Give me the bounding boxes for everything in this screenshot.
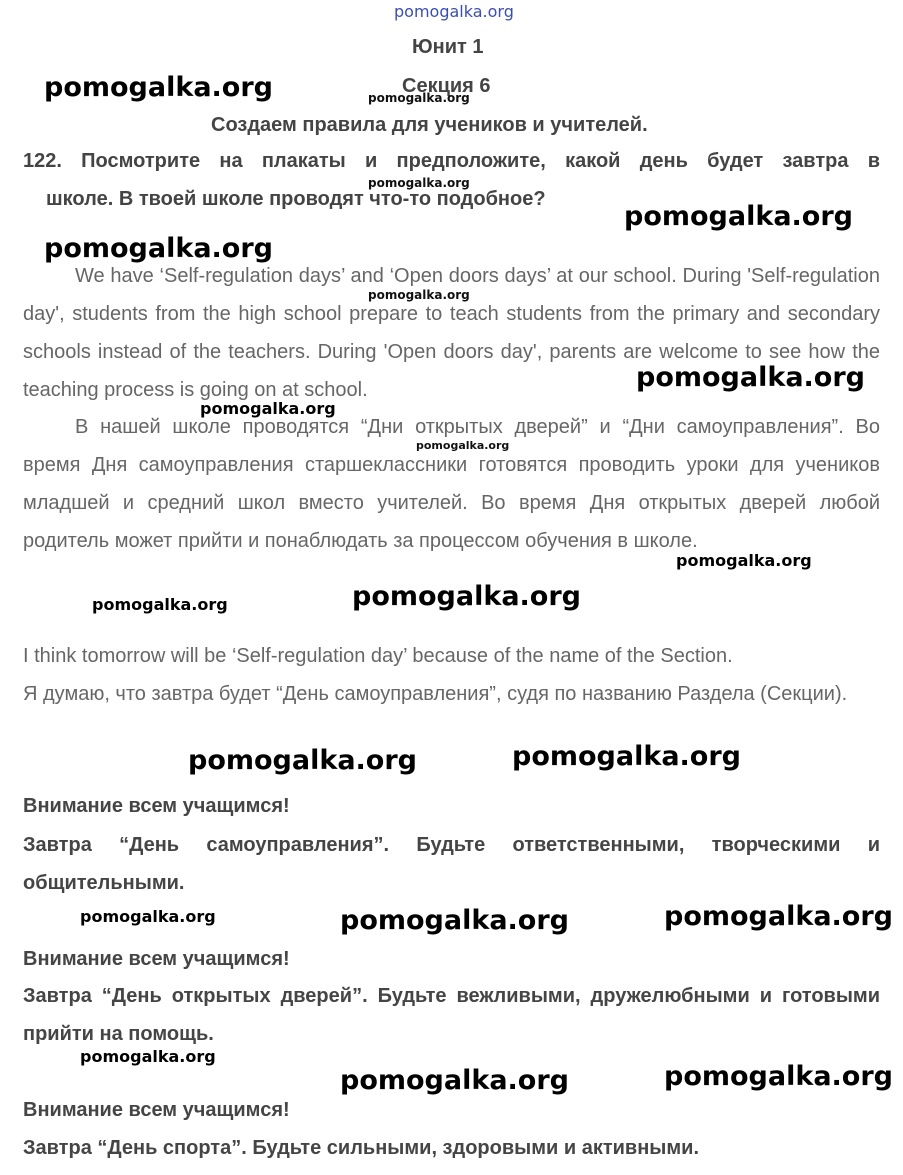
watermark: pomogalka.org: [44, 72, 273, 103]
watermark: pomogalka.org: [512, 741, 741, 772]
watermark: pomogalka.org: [80, 907, 216, 926]
watermark: pomogalka.org: [368, 176, 470, 190]
answer-russian: В нашей школе проводятся “Дни открытых дверей” и “Дни самоуправления”. Во время Дня самоуправления старшеклассники готовятся проводить уроки для учеников младшей и средний школ вместо учителей. Во время Дня открытых дверей любой родитель может прийти и понаблюдать за процессом обучения в школе.: [23, 416, 880, 552]
poster-1-text: Завтра “День самоуправления”. Будьте ответственными, творческими и общительными.: [23, 834, 880, 894]
poster-1-title: Внимание всем учащимся!: [23, 795, 290, 817]
watermark: pomogalka.org: [676, 551, 812, 570]
watermark: pomogalka.org: [624, 201, 853, 232]
unit-heading: Юнит 1: [412, 36, 484, 58]
exercise-question-line1: 122. Посмотрите на плакаты и предположите, какой день будет завтра в: [23, 150, 880, 172]
poster-2-title: Внимание всем учащимся!: [23, 948, 290, 970]
top-site-link[interactable]: pomogalka.org: [394, 2, 514, 21]
watermark: pomogalka.org: [200, 399, 336, 418]
section-subtitle: Создаем правила для учеников и учителей.: [211, 114, 648, 136]
guess-english: I think tomorrow will be ‘Self-regulation day’ because of the name of the Section.: [23, 645, 733, 667]
watermark: pomogalka.org: [340, 905, 569, 936]
watermark: pomogalka.org: [352, 581, 581, 612]
poster-2-text: Завтра “День открытых дверей”. Будьте вежливыми, дружелюбными и готовыми прийти на помощь.: [23, 985, 880, 1045]
section-heading: Секция 6: [402, 75, 491, 97]
watermark: pomogalka.org: [416, 439, 510, 452]
poster-3-title: Внимание всем учащимся!: [23, 1099, 290, 1121]
watermark: pomogalka.org: [368, 91, 470, 105]
watermark: pomogalka.org: [188, 745, 417, 776]
exercise-question-line2: школе. В твоей школе проводят что-то подобное?: [46, 188, 546, 210]
watermark: pomogalka.org: [44, 233, 273, 264]
watermark: pomogalka.org: [368, 288, 470, 302]
answer-english: We have ‘Self-regulation days’ and ‘Open doors days’ at our school. During 'Self-regulation day', students from the high school prepare to teach students from the primary and secondary schools instead of the teachers. During 'Open doors day', parents are welcome to see how the teaching process is going on at school.: [23, 265, 880, 401]
poster-3-text: Завтра “День спорта”. Будьте сильными, здоровыми и активными.: [23, 1137, 700, 1159]
watermark: pomogalka.org: [80, 1047, 216, 1066]
watermark: pomogalka.org: [92, 595, 228, 614]
watermark: pomogalka.org: [340, 1065, 569, 1096]
watermark: pomogalka.org: [636, 362, 865, 393]
watermark: pomogalka.org: [664, 1061, 893, 1092]
watermark: pomogalka.org: [664, 901, 893, 932]
guess-russian: Я думаю, что завтра будет “День самоуправления”, судя по названию Раздела (Секции).: [23, 683, 848, 705]
